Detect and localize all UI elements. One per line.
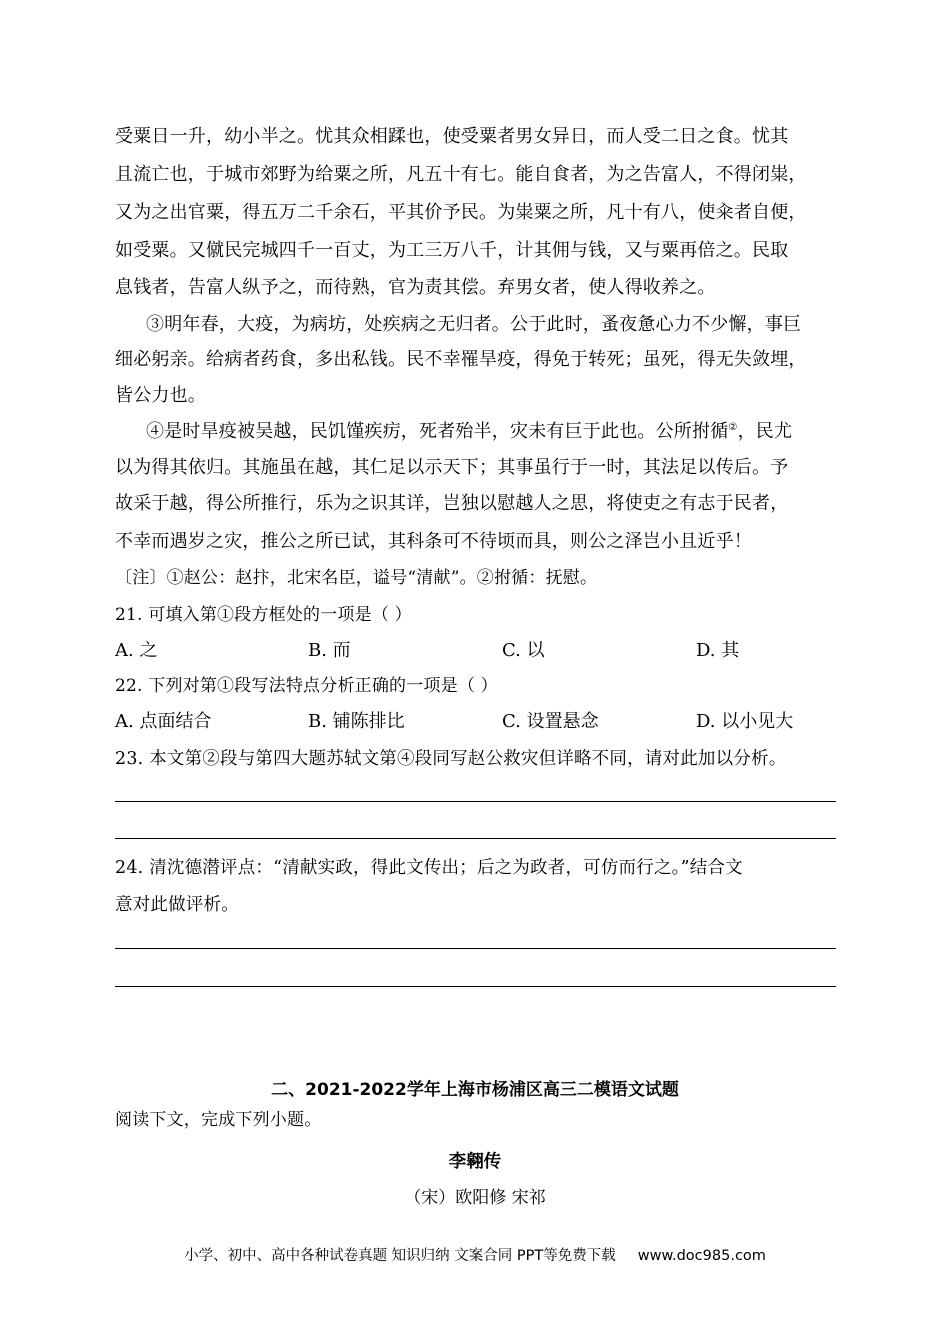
answer-line[interactable] (115, 986, 836, 987)
answer-line[interactable] (115, 948, 836, 949)
passage-line: 不幸而遇岁之灾，推公之所已试，其科条可不待顷而具，则公之泽岂小且近乎！ (115, 531, 752, 552)
passage-line: 故采于越，得公所推行，乐为之识其详，岂独以慰越人之思，将使吏之有志于民者， (115, 493, 789, 514)
annotation-note: 〔注〕①赵公：赵抃，北宋名臣，谥号“清献”。②拊循：抚慰。 (115, 568, 598, 588)
question-24-continued: 意对此做评析。 (115, 895, 239, 915)
footer-text: 小学、初中、高中各种试卷真题 知识归纳 文案合同 PPT等免费下载 (184, 1248, 616, 1264)
answer-line[interactable] (115, 801, 836, 802)
question-21-option-d: D. 其 (696, 640, 740, 661)
question-21-option-a: A. 之 (115, 640, 158, 661)
passage-line: 以为得其依归。其施虽在越，其仁足以示天下；其事虽行于一时，其法足以传后。予 (115, 457, 789, 478)
passage-line: 息钱者，告富人纵予之，而待熟，官为责其偿。弃男女者，使人得收养之。 (115, 277, 716, 298)
question-22: 22. 下列对第①段写法特点分析正确的一项是（ ） (115, 676, 498, 696)
question-22-option-d: D. 以小见大 (696, 711, 794, 732)
question-23: 23. 本文第②段与第四大题苏轼文第④段同写赵公救灾但详略不同，请对此加以分析。 (115, 749, 787, 769)
question-22-option-c: C. 设置悬念 (502, 711, 599, 732)
question-22-option-b: B. 铺陈排比 (308, 711, 405, 732)
passage-line: 受粟日一升，幼小半之。忧其众相蹂也，使受粟者男女异日，而人受二日之食。忧其 (115, 126, 789, 147)
footnote-marker: ② (728, 422, 738, 433)
answer-line[interactable] (115, 838, 836, 839)
passage-line: 又为之出官粟，得五万二千余石，平其价予民。为粜粟之所，凡十有八，使籴者自便， (115, 202, 807, 223)
section-instruction: 阅读下文，完成下列小题。 (115, 1110, 322, 1130)
passage-line: ④是时旱疫被吴越，民饥馑疾疠，死者殆半，灾未有巨于此也。公所拊循②，民尤 (146, 421, 793, 442)
passage-line: ③明年春，大疫，为病坊，处疾病之无归者。公于此时，蚤夜惫心力不少懈，事巨 (146, 314, 802, 335)
footer-site-link[interactable]: www.doc985.com (637, 1248, 766, 1264)
passage-line: 如受粟。又僦民完城四千一百丈，为工三万八千，计其佣与钱，又与粟再倍之。民取 (115, 240, 789, 261)
article-title: 李翱传 (448, 1152, 502, 1172)
question-24: 24. 清沈德潜评点：“清献实政，得此文传出；后之为政者，可仿而行之。”结合文 (115, 858, 743, 878)
passage-line: 细必躬亲。给病者药食，多出私钱。民不幸罹旱疫，得免于转死；虽死，得无失敛埋， (115, 349, 807, 370)
article-author: （宋）欧阳修 宋祁 (404, 1188, 546, 1208)
page-footer (0, 1244, 950, 1265)
question-21: 21. 可填入第①段方框处的一项是（ ） (115, 605, 412, 625)
question-21-option-b: B. 而 (308, 640, 351, 661)
passage-line: 皆公力也。 (115, 385, 206, 406)
section-heading: 二、2021-2022学年上海市杨浦区高三二模语文试题 (271, 1080, 679, 1100)
question-21-option-c: C. 以 (502, 640, 545, 661)
passage-line: 且流亡也，于城市郊野为给粟之所，凡五十有七。能自食者，为之告富人，不得闭粜， (115, 164, 807, 185)
question-22-option-a: A. 点面结合 (115, 711, 212, 732)
